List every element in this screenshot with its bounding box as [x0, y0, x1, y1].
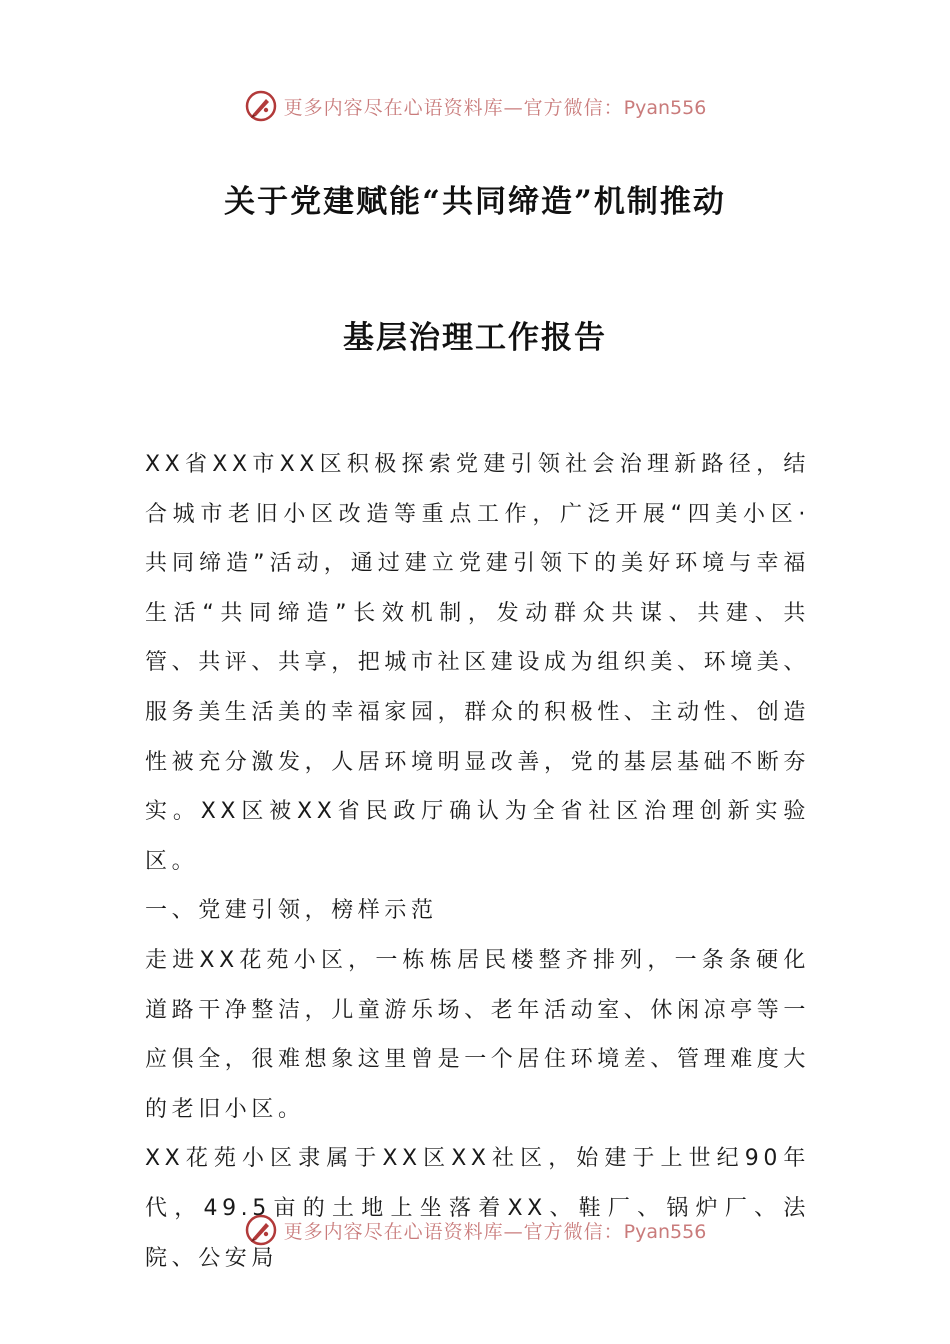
document-body	[145, 440, 810, 1283]
watermark-footer	[0, 1208, 950, 1252]
watermark-text: 更多内容尽在心语资料库—官方微信：Pyan556	[283, 96, 707, 119]
pen-seal-icon	[244, 89, 278, 123]
pen-seal-icon	[244, 1213, 278, 1247]
watermark-header	[0, 84, 950, 128]
section-heading-1: 一、党建引领，榜样示范	[145, 898, 438, 924]
watermark-text: 更多内容尽在心语资料库—官方微信：Pyan556	[283, 1220, 707, 1243]
section-1-paragraph-1: 走进XX花苑小区，一栋栋居民楼整齐排列，一条条硬化道路干净整洁，儿童游乐场、老年活动室、休闲凉亭等一应俱全，很难想象这里曾是一个居住环境差、管理难度大的老旧小区。	[145, 947, 811, 1122]
section-1-paragraph-2: XX花苑小区隶属于XX区XX社区，始建于上世纪90年代，49.5亩的土地上坐落着XX、鞋厂、锅炉厂、法院、公安局	[145, 1146, 810, 1271]
intro-paragraph: XX省XX市XX区积极探索党建引领社会治理新路径，结合城市老旧小区改造等重点工作，广泛开展“四美小区·共同缔造”活动，通过建立党建引领下的美好环境与幸福生活“共同缔造”长效机制，发动群众共谋、共建、共管、共评、共享，把城市社区建设成为组织美、环境美、服务美生活美的幸福家园，群众的积极性、主动性、创造性被充分激发，人居环境明显改善，党的基层基础不断夯实。XX区被XX省民政厅确认为全省社区治理创新实验区。	[145, 452, 811, 874]
document-title-line-1: 关于党建赋能“共同缔造”机制推动	[224, 184, 726, 220]
document-title-line-2: 基层治理工作报告	[343, 320, 607, 356]
